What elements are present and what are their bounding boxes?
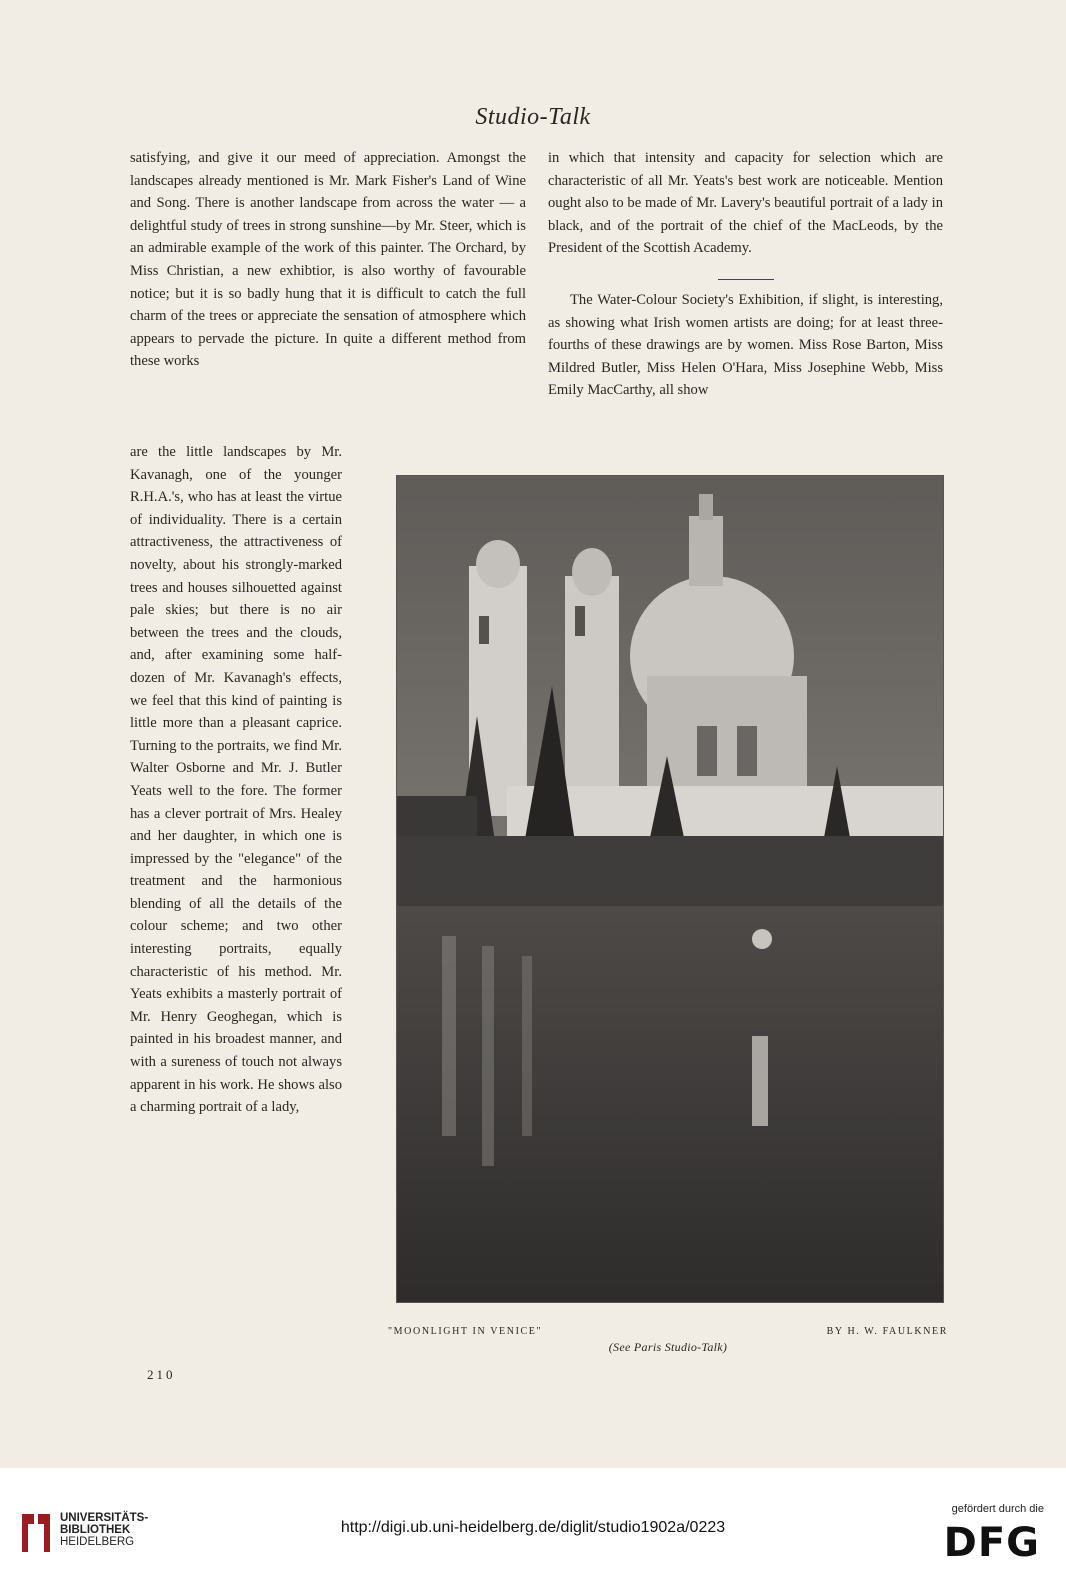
library-name-line1: UNIVERSITÄTS- [60, 1512, 149, 1524]
right-column [548, 147, 943, 402]
left-text-wide: satisfying, and give it our meed of appreciation. Amongst the landscapes already mentioned is Mr. Mark Fisher's Land of Wine and Song. There is another landscape from across the water — a delightful study of trees in strong sunshine—by Mr. Steer, which is an admirable example of the work of this painter. The Orchard, by Miss Christian, a new exhibtior, is also worthy of favourable notice; but it is so badly hung that it is difficult to catch the full charm of the trees or appreciate the sensation of atmosphere which appears to pervade the picture. In quite a different method from these works [130, 150, 526, 370]
dfg-logo: DFG [943, 1520, 1040, 1566]
caption-artist: BY H. W. FAULKNER [826, 1326, 948, 1337]
left-column-narrow [130, 441, 342, 1119]
right-paragraph-1: in which that intensity and capacity for selection which are characteristic of all Mr. Yeats's best work are noticeable. Mention ought also to be made of Mr. Lavery's beautiful portrait of a lady in black, and of the portrait of the chief of the MacLeods, by the President of the Scottish Academy. [548, 150, 943, 257]
library-name-line3: HEIDELBERG [60, 1536, 135, 1548]
section-divider [718, 279, 774, 280]
right-paragraph-2: The Water-Colour Society's Exhibition, if slight, is interesting, as showing what Irish women artists are doing; for at least three-fourths of these drawings are by women. Miss Rose Barton, Miss Mildred Butler, Miss Helen O'Hara, Miss Josephine Webb, Miss Emily MacCarthy, all show [548, 291, 943, 399]
digitization-footer [0, 1468, 1066, 1593]
caption-title: "MOONLIGHT IN VENICE" [388, 1326, 543, 1337]
library-name-line2: BIBLIOTHEK [60, 1524, 131, 1536]
left-text-narrow: are the little landscapes by Mr. Kavanagh, one of the younger R.H.A.'s, who has at least the virtue of individuality. There is a certain attractiveness, the attractiveness of novelty, about his strongly-marked trees and houses silhouetted against pale skies; but there is no air between the trees and the clouds, and, after examining some half-dozen of Mr. Kavanagh's effects, we feel that this kind of painting is little more than a pleasant caprice. Turning to the portraits, we find Mr. Walter Osborne and Mr. J. Butler Yeats well to the fore. The former has a clever portrait of Mrs. Healey and her daughter, in which one is impressed by the "elegance" of the treatment and the harmonious blending of all the details of the colour scheme; and two other interesting portraits, equally characteristic of his method. Mr. Yeats exhibits a masterly portrait of Mr. Henry Geoghegan, which is painted in his broadest manner, and with a sureness of touch not always apparent in his work. He shows also a charming portrait of a lady, [130, 444, 342, 1116]
page-number: 210 [147, 1367, 176, 1382]
caption-note: (See Paris Studio-Talk) [608, 1340, 728, 1354]
moonlight-venice-image [397, 476, 943, 1302]
running-title: Studio-Talk [475, 104, 591, 130]
painting-illustration [396, 475, 944, 1303]
permalink-url[interactable]: http://digi.ub.uni-heidelberg.de/diglit/studio1902a/0223 [340, 1519, 726, 1536]
left-column-top [130, 147, 526, 373]
sponsor-label: gefördert durch die [951, 1503, 1044, 1515]
